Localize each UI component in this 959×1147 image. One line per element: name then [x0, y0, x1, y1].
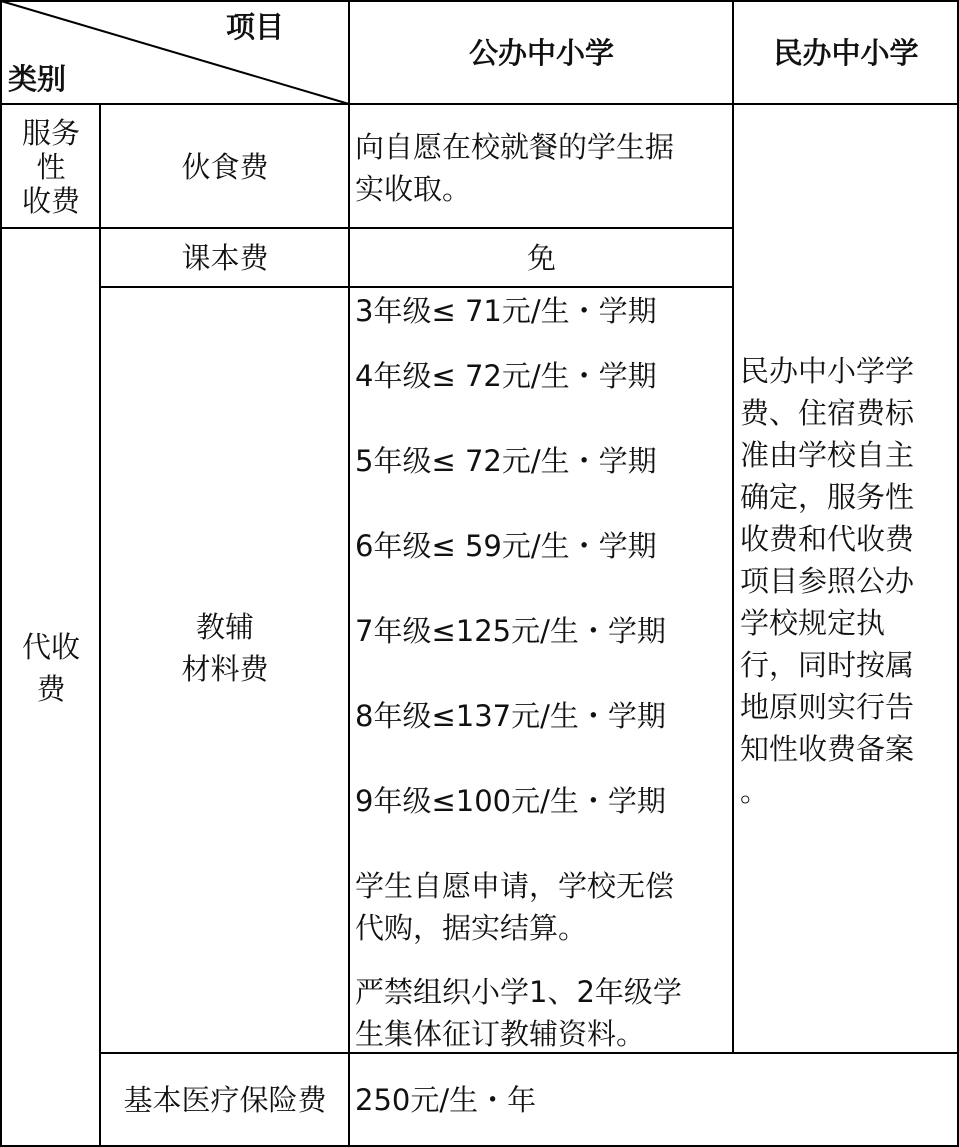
category-line: 代收	[21, 629, 80, 664]
materials-note-ban: 严禁组织小学1、2年级学 生集体征订教辅资料。	[355, 975, 682, 1051]
grade-fee: 6年级≤ 59元/生・学期	[355, 529, 657, 563]
materials-note-purchase: 学生自愿申请，学校无偿 代购，据实结算。	[355, 869, 675, 945]
private-school-note: 民办中小学学 费、住宿费标 准由学校自主 确定，服务性 收费和代收费 项目参照公办 学校规定执 行，同时按属 地原则实行告 知性收费备案 。	[740, 354, 915, 808]
header-public-school: 公办中小学	[468, 36, 614, 70]
public-meal-fee-desc: 向自愿在校就餐的学生据 实收取。	[355, 130, 675, 206]
category-line: 性	[36, 149, 66, 184]
grade-fee: 8年级≤137元/生・学期	[355, 699, 666, 733]
category-agency-fee	[2, 229, 100, 1146]
public-medical-insurance: 250元/生・年	[355, 1083, 537, 1117]
grade-fee: 7年级≤125元/生・学期	[355, 614, 666, 648]
header-category-label: 类别	[8, 62, 67, 96]
grade-fee: 3年级≤ 71元/生・学期	[355, 294, 657, 328]
grade-fee: 4年级≤ 72元/生・学期	[355, 359, 657, 393]
grade-fee: 9年级≤100元/生・学期	[355, 784, 666, 818]
header-item-label: 项目	[226, 10, 285, 44]
header-private-school: 民办中小学	[773, 36, 919, 70]
category-line: 费	[36, 671, 66, 706]
item-medical-insurance: 基本医疗保险费	[123, 1083, 327, 1117]
category-service-fee	[2, 105, 100, 228]
public-textbook-fee: 免	[526, 241, 556, 275]
item-meal-fee: 伙食费	[181, 149, 269, 184]
item-materials-fee: 教辅 材料费	[181, 609, 269, 686]
category-line: 收费	[21, 183, 80, 218]
category-line: 服务	[21, 115, 80, 150]
item-textbook-fee: 课本费	[181, 241, 269, 275]
grade-fee: 5年级≤ 72元/生・学期	[355, 444, 657, 478]
